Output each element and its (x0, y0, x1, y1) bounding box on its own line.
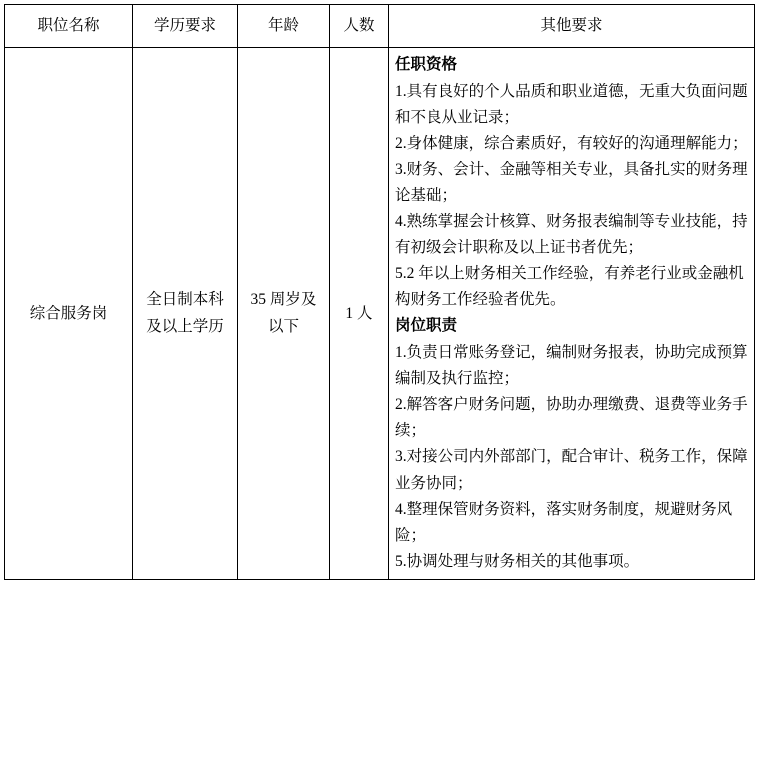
qualification-item: 4.熟练掌握会计核算、财务报表编制等专业技能，持有初级会计职称及以上证书者优先； (395, 213, 748, 257)
duty-item: 3.对接公司内外部部门，配合审计、税务工作，保障业务协同； (395, 448, 748, 492)
education-value: 全日制本科及以上学历 (146, 291, 224, 336)
duty-heading: 岗位职责 (395, 317, 458, 335)
qualification-item: 2.身体健康，综合素质好，有较好的沟通理解能力； (395, 135, 748, 153)
qualification-item: 1.具有良好的个人品质和职业道德，无重大负面问题和不良从业记录； (395, 83, 748, 127)
column-header-count: 人数 (330, 5, 389, 48)
job-requirements-table (4, 4, 755, 580)
column-header-position: 职位名称 (5, 5, 133, 48)
column-header-other: 其他要求 (389, 5, 755, 48)
qualification-heading: 任职资格 (395, 56, 458, 73)
qualification-item: 5.2 年以上财务相关工作经验，有养老行业或金融机构财务工作经验者优先。 (395, 265, 744, 309)
table-body (5, 48, 755, 580)
duty-item: 5.协调处理与财务相关的其他事项。 (395, 552, 640, 570)
table-header (5, 5, 755, 48)
cell-other-requirements (389, 48, 755, 580)
age-value: 35 周岁及以下 (250, 291, 317, 336)
cell-age (238, 48, 330, 580)
cell-count (330, 48, 389, 580)
column-header-age: 年龄 (238, 5, 330, 48)
position-value: 综合服务岗 (29, 304, 108, 322)
column-header-education: 学历要求 (133, 5, 238, 48)
duty-item: 2.解答客户财务问题，协助办理缴费、退费等业务手续； (395, 396, 748, 440)
qualification-item: 3.财务、会计、金融等相关专业，具备扎实的财务理论基础； (395, 161, 748, 205)
cell-position (5, 48, 133, 580)
count-value: 1 人 (345, 304, 373, 322)
duty-item: 1.负责日常账务登记，编制财务报表，协助完成预算编制及执行监控； (395, 344, 748, 388)
cell-education (133, 48, 238, 580)
table-header-row (5, 5, 755, 48)
duty-item: 4.整理保管财务资料，落实财务制度，规避财务风险； (395, 500, 733, 544)
table-row (5, 48, 755, 580)
